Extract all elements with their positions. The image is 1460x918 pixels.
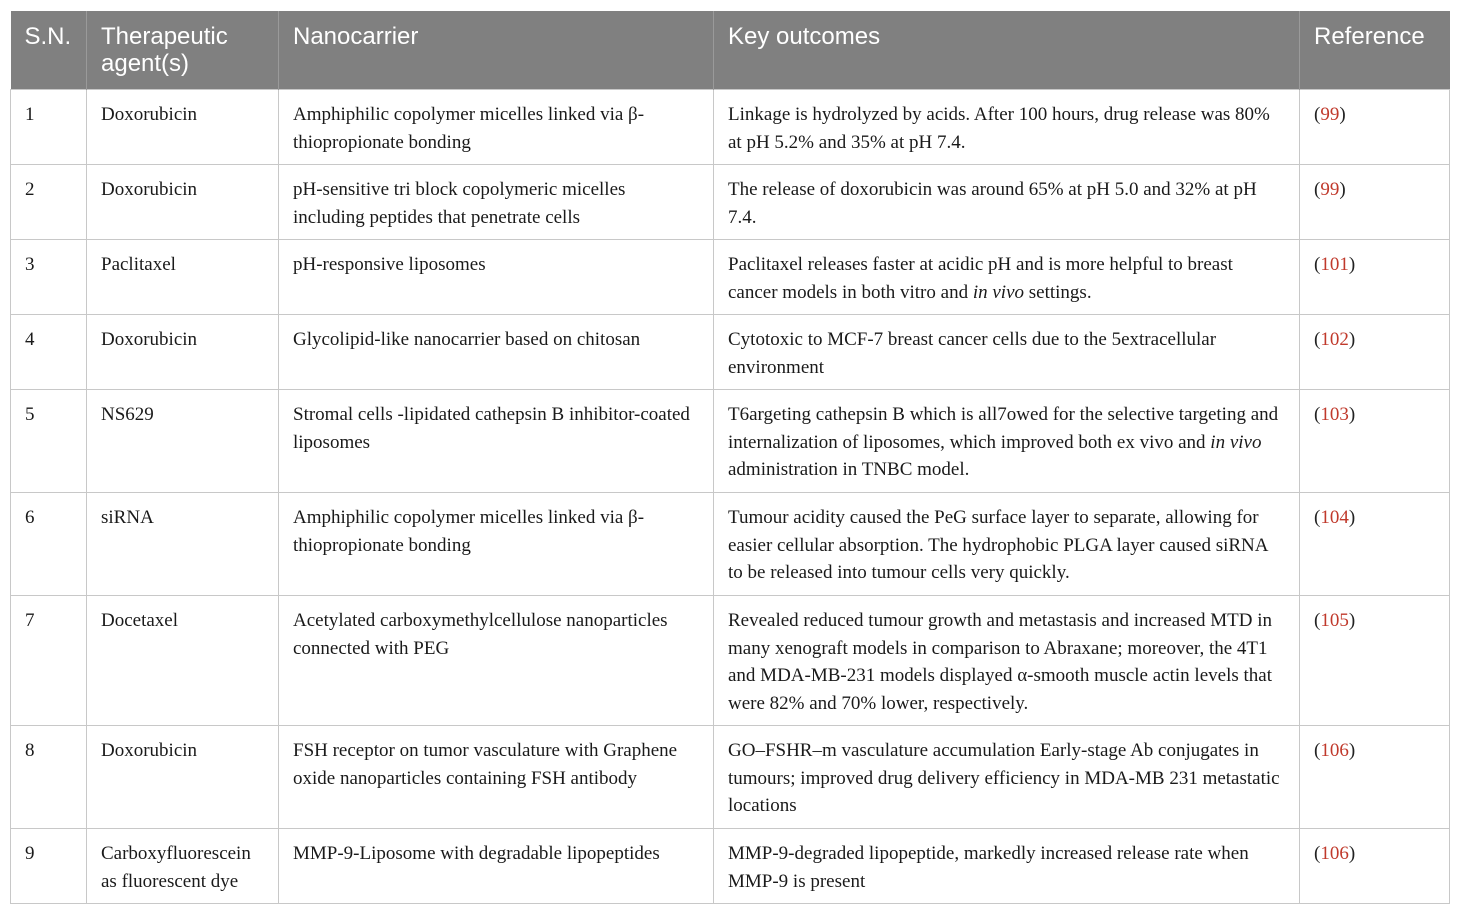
reference-link[interactable]: 105 <box>1320 610 1349 631</box>
cell-nanocarrier: FSH receptor on tumor vasculature with Graphene oxide nanoparticles containing FSH antibody <box>279 726 714 829</box>
outcome-italic-text: in vivo <box>972 281 1025 303</box>
cell-reference: (101) <box>1300 240 1450 315</box>
reference-link[interactable]: 106 <box>1320 740 1349 761</box>
cell-outcome: Tumour acidity caused the PeG surface layer to separate, allowing for easier cellular absorption. The hydrophobic PLGA layer caused siRNA to be released into tumour cells very quickly. <box>714 493 1300 596</box>
cell-agent: NS629 <box>87 390 279 493</box>
reference-link[interactable]: 99 <box>1320 179 1340 200</box>
nanocarrier-table-container <box>10 11 1449 904</box>
outcome-text: T6argeting cathepsin B which is all7owed for the selective targeting and internalization of liposomes, which improved both ex vivo and <box>728 404 1279 453</box>
cell-nanocarrier: pH-sensitive tri block copolymeric micelles including peptides that penetrate cells <box>279 165 714 240</box>
cell-sn: 5 <box>11 390 87 493</box>
cell-sn: 8 <box>11 726 87 829</box>
cell-nanocarrier: MMP-9-Liposome with degradable lipopeptides <box>279 829 714 904</box>
cell-nanocarrier: Acetylated carboxymethylcellulose nanoparticles connected with PEG <box>279 596 714 726</box>
cell-sn: 9 <box>11 829 87 904</box>
cell-outcome: MMP-9-degraded lipopeptide, markedly increased release rate when MMP-9 is present <box>714 829 1300 904</box>
cell-outcome: GO–FSHR–m vasculature accumulation Early-stage Ab conjugates in tumours; improved drug delivery efficiency in MDA-MB 231 metastatic locations <box>714 726 1300 829</box>
header-therapeutic-agents: Therapeutic agent(s) <box>87 11 279 90</box>
cell-reference: (106) <box>1300 726 1450 829</box>
cell-nanocarrier: Amphiphilic copolymer micelles linked via β-thiopropionate bonding <box>279 493 714 596</box>
cell-outcome <box>714 240 1300 315</box>
cell-sn: 1 <box>11 90 87 165</box>
table-row <box>11 315 1450 390</box>
nanocarrier-table <box>10 11 1450 904</box>
header-key-outcomes: Key outcomes <box>714 11 1300 90</box>
table-row <box>11 390 1450 493</box>
header-row <box>11 11 1450 90</box>
table-header <box>11 11 1450 90</box>
cell-reference: (102) <box>1300 315 1450 390</box>
table-row <box>11 90 1450 165</box>
cell-sn: 6 <box>11 493 87 596</box>
table-row <box>11 165 1450 240</box>
header-sn: S.N. <box>11 11 87 90</box>
reference-link[interactable]: 99 <box>1320 104 1340 125</box>
table-row <box>11 596 1450 726</box>
cell-agent: Carboxyfluorescein as fluorescent dye <box>87 829 279 904</box>
reference-link[interactable]: 102 <box>1320 329 1349 350</box>
reference-link[interactable]: 103 <box>1320 404 1349 425</box>
cell-agent: Doxorubicin <box>87 315 279 390</box>
header-reference: Reference <box>1300 11 1450 90</box>
cell-nanocarrier: pH-responsive liposomes <box>279 240 714 315</box>
cell-nanocarrier: Amphiphilic copolymer micelles linked via β-thiopropionate bonding <box>279 90 714 165</box>
outcome-italic-text: in vivo <box>1210 431 1262 453</box>
cell-nanocarrier: Glycolipid-like nanocarrier based on chitosan <box>279 315 714 390</box>
outcome-text: administration in TNBC model. <box>728 459 970 480</box>
reference-link[interactable]: 106 <box>1320 843 1349 864</box>
cell-sn: 4 <box>11 315 87 390</box>
cell-agent: Doxorubicin <box>87 165 279 240</box>
cell-outcome: Cytotoxic to MCF-7 breast cancer cells due to the 5extracellular environment <box>714 315 1300 390</box>
cell-sn: 7 <box>11 596 87 726</box>
cell-agent: Doxorubicin <box>87 90 279 165</box>
cell-reference: (105) <box>1300 596 1450 726</box>
header-nanocarrier: Nanocarrier <box>279 11 714 90</box>
table-row <box>11 493 1450 596</box>
cell-outcome: The release of doxorubicin was around 65% at pH 5.0 and 32% at pH 7.4. <box>714 165 1300 240</box>
table-row <box>11 240 1450 315</box>
cell-sn: 2 <box>11 165 87 240</box>
cell-agent: Docetaxel <box>87 596 279 726</box>
cell-outcome <box>714 390 1300 493</box>
cell-nanocarrier: Stromal cells -lipidated cathepsin B inhibitor-coated liposomes <box>279 390 714 493</box>
cell-reference: (99) <box>1300 90 1450 165</box>
table-body <box>11 90 1450 904</box>
outcome-text: Paclitaxel releases faster at acidic pH and is more helpful to breast cancer models in both vitro and <box>728 254 1233 303</box>
cell-agent: siRNA <box>87 493 279 596</box>
cell-sn: 3 <box>11 240 87 315</box>
table-row <box>11 726 1450 829</box>
outcome-text: settings. <box>1024 281 1092 303</box>
cell-agent: Paclitaxel <box>87 240 279 315</box>
cell-outcome: Revealed reduced tumour growth and metastasis and increased MTD in many xenograft models in comparison to Abraxane; moreover, the 4T1 and MDA-MB-231 models displayed α-smooth muscle actin levels that were 82% and 70% lower, respectively. <box>714 596 1300 726</box>
reference-link[interactable]: 104 <box>1320 507 1349 528</box>
reference-link[interactable]: 101 <box>1320 254 1349 275</box>
cell-outcome: Linkage is hydrolyzed by acids. After 100 hours, drug release was 80% at pH 5.2% and 35% at pH 7.4. <box>714 90 1300 165</box>
cell-reference: (99) <box>1300 165 1450 240</box>
table-row <box>11 829 1450 904</box>
cell-agent: Doxorubicin <box>87 726 279 829</box>
cell-reference: (104) <box>1300 493 1450 596</box>
cell-reference: (106) <box>1300 829 1450 904</box>
cell-reference: (103) <box>1300 390 1450 493</box>
